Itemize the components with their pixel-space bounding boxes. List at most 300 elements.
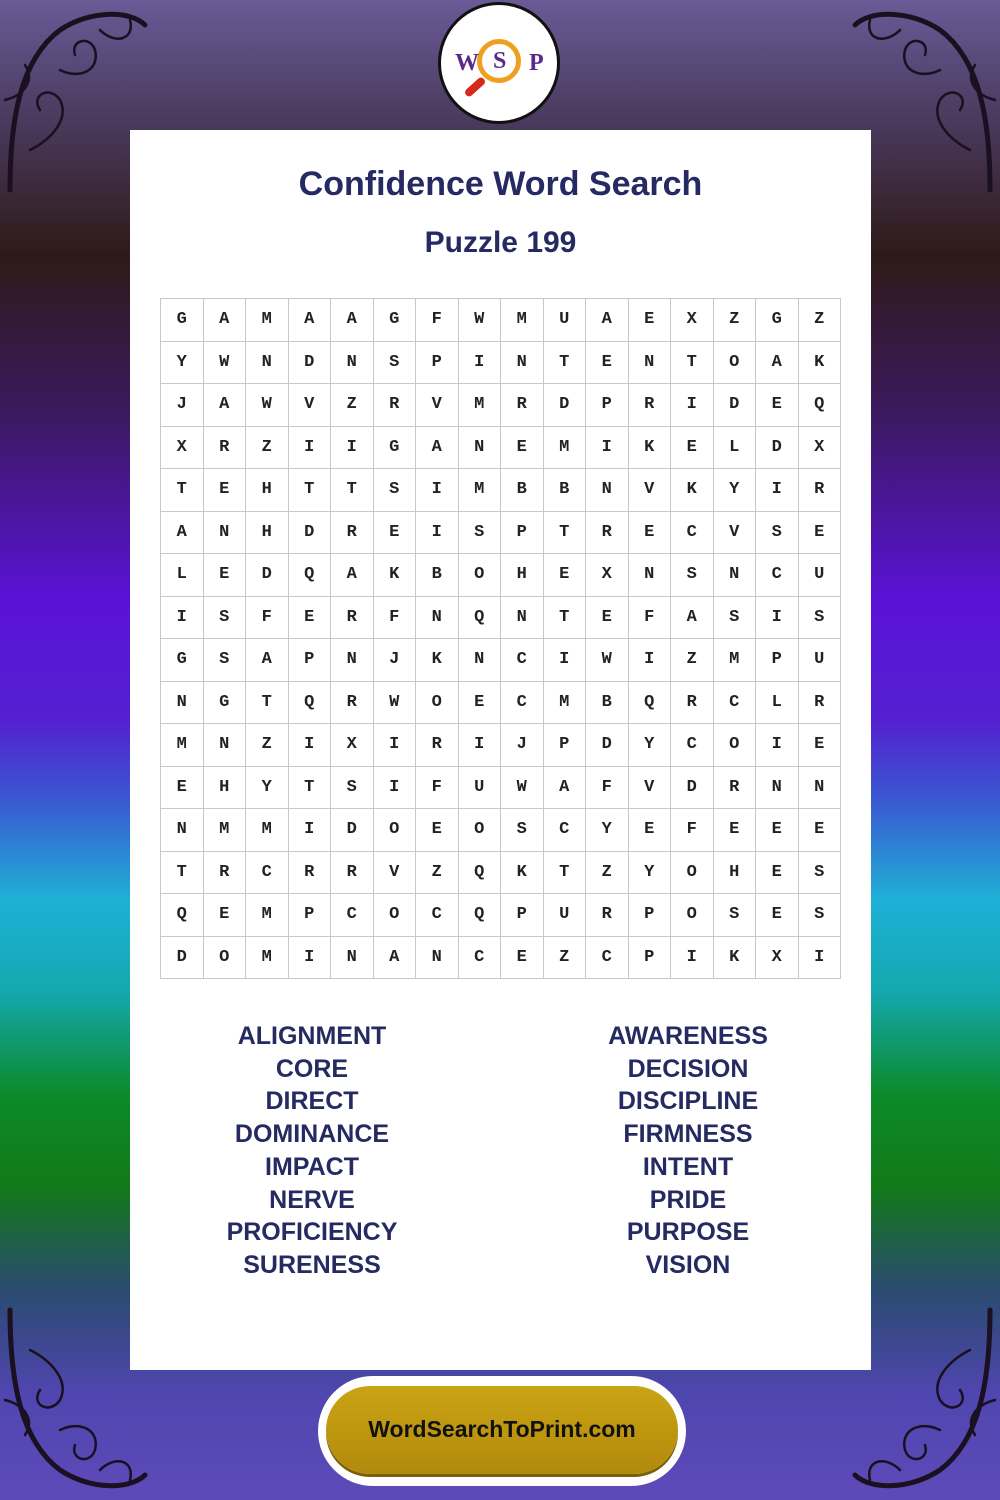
grid-cell[interactable]: N	[458, 639, 501, 682]
grid-cell[interactable]: E	[586, 341, 629, 384]
grid-cell[interactable]: C	[713, 681, 756, 724]
grid-cell[interactable]: A	[203, 384, 246, 427]
grid-cell[interactable]: E	[203, 894, 246, 937]
grid-cell[interactable]: E	[543, 554, 586, 597]
grid-cell[interactable]: D	[543, 384, 586, 427]
grid-cell[interactable]: C	[671, 724, 714, 767]
grid-cell[interactable]: A	[671, 596, 714, 639]
grid-cell[interactable]: Z	[416, 851, 459, 894]
grid-cell[interactable]: P	[288, 894, 331, 937]
grid-cell[interactable]: I	[331, 426, 374, 469]
grid-cell[interactable]: E	[416, 809, 459, 852]
grid-cell[interactable]: Y	[161, 341, 204, 384]
grid-cell[interactable]: N	[628, 341, 671, 384]
grid-cell[interactable]: R	[671, 681, 714, 724]
grid-cell[interactable]: N	[416, 936, 459, 979]
grid-cell[interactable]: N	[331, 639, 374, 682]
grid-row	[161, 469, 841, 512]
grid-cell[interactable]: I	[288, 426, 331, 469]
grid-cell[interactable]: G	[373, 299, 416, 342]
grid-cell[interactable]: N	[203, 511, 246, 554]
grid-cell[interactable]: F	[416, 299, 459, 342]
grid-cell[interactable]: C	[586, 936, 629, 979]
grid-row	[161, 809, 841, 852]
grid-cell[interactable]: T	[671, 341, 714, 384]
grid-cell[interactable]: J	[373, 639, 416, 682]
grid-cell[interactable]: W	[586, 639, 629, 682]
word-list-item: SURENESS	[243, 1250, 381, 1279]
grid-cell[interactable]: O	[373, 809, 416, 852]
grid-cell[interactable]: Y	[713, 469, 756, 512]
grid-cell[interactable]: C	[416, 894, 459, 937]
grid-cell[interactable]: O	[373, 894, 416, 937]
grid-row	[161, 341, 841, 384]
grid-cell[interactable]: L	[161, 554, 204, 597]
grid-cell[interactable]: B	[586, 681, 629, 724]
grid-cell[interactable]: P	[501, 511, 544, 554]
corner-ornament-bottom-left	[0, 1300, 150, 1500]
grid-cell[interactable]: G	[203, 681, 246, 724]
grid-cell[interactable]: G	[756, 299, 799, 342]
grid-row	[161, 894, 841, 937]
grid-cell[interactable]: M	[246, 299, 289, 342]
grid-cell[interactable]: E	[203, 469, 246, 512]
grid-row	[161, 426, 841, 469]
grid-cell[interactable]: I	[416, 511, 459, 554]
grid-cell[interactable]: R	[586, 511, 629, 554]
grid-cell[interactable]: P	[628, 894, 671, 937]
grid-cell[interactable]: V	[288, 384, 331, 427]
grid-cell[interactable]: O	[458, 554, 501, 597]
grid-cell[interactable]: D	[288, 341, 331, 384]
grid-cell[interactable]: D	[586, 724, 629, 767]
grid-cell[interactable]: D	[246, 554, 289, 597]
grid-cell[interactable]: E	[203, 554, 246, 597]
grid-cell[interactable]: U	[543, 299, 586, 342]
grid-cell[interactable]: N	[161, 809, 204, 852]
grid-cell[interactable]: D	[713, 384, 756, 427]
grid-cell[interactable]: I	[798, 936, 841, 979]
grid-cell[interactable]: N	[713, 554, 756, 597]
word-list-item: DIRECT	[265, 1087, 359, 1116]
site-logo[interactable]	[438, 2, 560, 124]
grid-cell[interactable]: X	[798, 426, 841, 469]
word-list-item: NERVE	[269, 1185, 355, 1214]
grid-cell[interactable]: F	[246, 596, 289, 639]
word-list-item: CORE	[275, 1054, 349, 1083]
word-list-item: IMPACT	[265, 1152, 359, 1181]
grid-cell[interactable]: S	[798, 596, 841, 639]
grid-cell[interactable]: M	[246, 936, 289, 979]
grid-cell[interactable]: I	[671, 936, 714, 979]
grid-cell[interactable]: N	[586, 469, 629, 512]
grid-cell[interactable]: R	[586, 894, 629, 937]
logo-letter-p: P	[529, 50, 544, 76]
grid-cell[interactable]: E	[671, 426, 714, 469]
grid-cell[interactable]: E	[161, 766, 204, 809]
grid-cell[interactable]: R	[416, 724, 459, 767]
word-list-item: FIRMNESS	[623, 1120, 753, 1149]
grid-cell[interactable]: U	[543, 894, 586, 937]
word-list-item: AWARENESS	[608, 1022, 768, 1050]
grid-cell[interactable]: S	[373, 469, 416, 512]
grid-cell[interactable]: H	[246, 469, 289, 512]
grid-cell[interactable]: W	[501, 766, 544, 809]
grid-cell[interactable]: R	[288, 851, 331, 894]
grid-cell[interactable]: S	[798, 851, 841, 894]
grid-cell[interactable]: H	[203, 766, 246, 809]
grid-cell[interactable]: Q	[288, 554, 331, 597]
grid-cell[interactable]: N	[416, 596, 459, 639]
grid-cell[interactable]: E	[628, 299, 671, 342]
grid-cell[interactable]: L	[713, 426, 756, 469]
word-list-item: DECISION	[627, 1054, 749, 1083]
grid-cell[interactable]: R	[331, 596, 374, 639]
grid-cell[interactable]: E	[798, 809, 841, 852]
grid-cell[interactable]: J	[161, 384, 204, 427]
grid-cell[interactable]: E	[501, 426, 544, 469]
grid-cell[interactable]: O	[458, 809, 501, 852]
grid-cell[interactable]: M	[246, 894, 289, 937]
grid-row	[161, 681, 841, 724]
grid-cell[interactable]: P	[756, 639, 799, 682]
grid-cell[interactable]: F	[671, 809, 714, 852]
corner-ornament-bottom-right	[850, 1300, 1000, 1500]
grid-cell[interactable]: V	[628, 469, 671, 512]
grid-cell[interactable]: T	[543, 511, 586, 554]
grid-cell[interactable]: Q	[628, 681, 671, 724]
grid-cell[interactable]: X	[756, 936, 799, 979]
grid-cell[interactable]: I	[288, 936, 331, 979]
grid-cell[interactable]: S	[713, 894, 756, 937]
grid-cell[interactable]: K	[628, 426, 671, 469]
grid-cell[interactable]: S	[713, 596, 756, 639]
grid-cell[interactable]: A	[416, 426, 459, 469]
grid-cell[interactable]: J	[501, 724, 544, 767]
grid-cell[interactable]: A	[373, 936, 416, 979]
grid-cell[interactable]: X	[586, 554, 629, 597]
grid-cell[interactable]: X	[671, 299, 714, 342]
grid-cell[interactable]: O	[713, 724, 756, 767]
grid-cell[interactable]: C	[458, 936, 501, 979]
grid-cell[interactable]: E	[628, 809, 671, 852]
grid-cell[interactable]: B	[543, 469, 586, 512]
grid-cell[interactable]: Z	[586, 851, 629, 894]
grid-cell[interactable]: Z	[331, 384, 374, 427]
grid-cell[interactable]: G	[373, 426, 416, 469]
grid-cell[interactable]: G	[161, 299, 204, 342]
grid-cell[interactable]: M	[543, 681, 586, 724]
grid-row	[161, 384, 841, 427]
grid-cell[interactable]: R	[331, 681, 374, 724]
grid-cell[interactable]: T	[543, 341, 586, 384]
grid-cell[interactable]: C	[671, 511, 714, 554]
grid-cell[interactable]: D	[331, 809, 374, 852]
grid-cell[interactable]: M	[543, 426, 586, 469]
grid-cell[interactable]: R	[331, 851, 374, 894]
grid-cell[interactable]: A	[203, 299, 246, 342]
grid-cell[interactable]: O	[416, 681, 459, 724]
word-list-item: ALIGNMENT	[237, 1022, 387, 1050]
grid-cell[interactable]: N	[203, 724, 246, 767]
grid-cell[interactable]: Z	[246, 724, 289, 767]
grid-cell[interactable]: I	[756, 596, 799, 639]
magnifier-handle-icon	[463, 76, 486, 98]
grid-cell[interactable]: N	[628, 554, 671, 597]
grid-cell[interactable]: U	[458, 766, 501, 809]
grid-cell[interactable]: T	[288, 766, 331, 809]
grid-cell[interactable]: A	[331, 554, 374, 597]
grid-cell[interactable]: R	[331, 511, 374, 554]
grid-cell[interactable]: T	[331, 469, 374, 512]
grid-cell[interactable]: V	[416, 384, 459, 427]
grid-cell[interactable]: C	[756, 554, 799, 597]
grid-cell[interactable]: Y	[628, 724, 671, 767]
grid-cell[interactable]: I	[671, 384, 714, 427]
grid-cell[interactable]: S	[798, 894, 841, 937]
site-link-button[interactable]	[326, 1386, 678, 1474]
grid-cell[interactable]: I	[288, 809, 331, 852]
grid-cell[interactable]: E	[756, 894, 799, 937]
grid-cell[interactable]: S	[501, 809, 544, 852]
grid-cell[interactable]: I	[756, 469, 799, 512]
grid-cell[interactable]: Q	[458, 851, 501, 894]
grid-cell[interactable]: L	[756, 681, 799, 724]
grid-cell[interactable]: C	[543, 809, 586, 852]
grid-cell[interactable]: R	[628, 384, 671, 427]
grid-cell[interactable]: I	[628, 639, 671, 682]
grid-cell[interactable]: Q	[458, 894, 501, 937]
grid-cell[interactable]: Z	[713, 299, 756, 342]
grid-cell[interactable]: P	[586, 384, 629, 427]
grid-cell[interactable]: Q	[798, 384, 841, 427]
grid-cell[interactable]: E	[501, 936, 544, 979]
grid-cell[interactable]: Z	[543, 936, 586, 979]
grid-cell[interactable]: N	[458, 426, 501, 469]
grid-row	[161, 851, 841, 894]
grid-cell[interactable]: P	[501, 894, 544, 937]
grid-cell[interactable]: V	[373, 851, 416, 894]
grid-cell[interactable]: I	[586, 426, 629, 469]
grid-cell[interactable]: Z	[246, 426, 289, 469]
word-list-item: PRIDE	[649, 1185, 727, 1214]
grid-cell[interactable]: G	[161, 639, 204, 682]
grid-cell[interactable]: N	[501, 596, 544, 639]
grid-cell[interactable]: M	[501, 299, 544, 342]
grid-cell[interactable]: M	[458, 469, 501, 512]
grid-cell[interactable]: A	[331, 299, 374, 342]
grid-cell[interactable]: X	[331, 724, 374, 767]
corner-ornament-top-left	[0, 0, 150, 200]
grid-cell[interactable]: E	[798, 724, 841, 767]
grid-cell[interactable]: S	[203, 639, 246, 682]
grid-cell[interactable]: A	[246, 639, 289, 682]
grid-cell[interactable]: D	[288, 511, 331, 554]
grid-cell[interactable]: Z	[798, 299, 841, 342]
word-list-item: DISCIPLINE	[617, 1087, 759, 1116]
grid-cell[interactable]: W	[246, 384, 289, 427]
grid-cell[interactable]: P	[543, 724, 586, 767]
grid-cell[interactable]: R	[373, 384, 416, 427]
grid-cell[interactable]: I	[458, 341, 501, 384]
grid-cell[interactable]: D	[161, 936, 204, 979]
grid-cell[interactable]: E	[586, 596, 629, 639]
grid-cell[interactable]: R	[798, 469, 841, 512]
grid-cell[interactable]: R	[713, 766, 756, 809]
grid-cell[interactable]: V	[713, 511, 756, 554]
grid-cell[interactable]: O	[671, 851, 714, 894]
grid-cell[interactable]: D	[756, 426, 799, 469]
grid-cell[interactable]: K	[416, 639, 459, 682]
grid-cell[interactable]: W	[203, 341, 246, 384]
grid-cell[interactable]: E	[756, 851, 799, 894]
grid-cell[interactable]: A	[161, 511, 204, 554]
grid-cell[interactable]: N	[798, 766, 841, 809]
grid-cell[interactable]: A	[543, 766, 586, 809]
word-list-item: PROFICIENCY	[226, 1218, 398, 1247]
grid-cell[interactable]: K	[501, 851, 544, 894]
grid-cell[interactable]: S	[458, 511, 501, 554]
grid-cell[interactable]: N	[331, 936, 374, 979]
grid-cell[interactable]: A	[586, 299, 629, 342]
grid-row	[161, 511, 841, 554]
site-banner	[318, 1376, 686, 1486]
grid-cell[interactable]: T	[161, 851, 204, 894]
grid-cell[interactable]: N	[246, 341, 289, 384]
grid-cell[interactable]: K	[713, 936, 756, 979]
grid-cell[interactable]: H	[713, 851, 756, 894]
grid-row	[161, 639, 841, 682]
word-list-item: DOMINANCE	[234, 1120, 390, 1149]
grid-cell[interactable]: A	[288, 299, 331, 342]
grid-cell[interactable]: W	[458, 299, 501, 342]
grid-cell[interactable]: F	[416, 766, 459, 809]
grid-cell[interactable]: Y	[586, 809, 629, 852]
grid-cell[interactable]: B	[416, 554, 459, 597]
grid-cell[interactable]: N	[161, 681, 204, 724]
grid-cell[interactable]: D	[671, 766, 714, 809]
grid-cell[interactable]: U	[798, 639, 841, 682]
grid-cell[interactable]: E	[373, 511, 416, 554]
grid-cell[interactable]: R	[203, 426, 246, 469]
grid-cell[interactable]: V	[628, 766, 671, 809]
grid-cell[interactable]: S	[203, 596, 246, 639]
grid-cell[interactable]: E	[756, 384, 799, 427]
grid-cell[interactable]: H	[501, 554, 544, 597]
grid-cell[interactable]: I	[458, 724, 501, 767]
word-list-item: PURPOSE	[626, 1218, 750, 1247]
grid-cell[interactable]: N	[331, 341, 374, 384]
grid-cell[interactable]: Y	[628, 851, 671, 894]
grid-cell[interactable]: C	[331, 894, 374, 937]
grid-cell[interactable]: T	[543, 596, 586, 639]
grid-cell[interactable]: M	[713, 639, 756, 682]
word-list-item: VISION	[645, 1250, 731, 1279]
corner-ornament-top-right	[850, 0, 1000, 200]
grid-cell[interactable]: F	[586, 766, 629, 809]
grid-cell[interactable]: E	[756, 809, 799, 852]
grid-cell[interactable]: O	[713, 341, 756, 384]
grid-cell[interactable]: T	[288, 469, 331, 512]
logo-letter-w: W	[455, 50, 479, 76]
grid-cell[interactable]: C	[501, 639, 544, 682]
grid-cell[interactable]: Z	[671, 639, 714, 682]
grid-cell[interactable]: S	[331, 766, 374, 809]
grid-cell[interactable]: H	[246, 511, 289, 554]
grid-cell[interactable]: F	[628, 596, 671, 639]
grid-cell[interactable]: E	[628, 511, 671, 554]
grid-cell[interactable]: S	[373, 341, 416, 384]
grid-cell[interactable]: A	[756, 341, 799, 384]
grid-cell[interactable]: P	[288, 639, 331, 682]
grid-row	[161, 299, 841, 342]
grid-cell[interactable]: M	[161, 724, 204, 767]
grid-cell[interactable]: M	[246, 809, 289, 852]
grid-cell[interactable]: P	[628, 936, 671, 979]
word-list-left	[147, 1020, 477, 1282]
grid-row	[161, 724, 841, 767]
site-link-label: WordSearchToPrint.com	[368, 1416, 636, 1442]
grid-cell[interactable]: K	[671, 469, 714, 512]
grid-cell[interactable]: T	[161, 469, 204, 512]
puzzle-card	[130, 130, 871, 1370]
grid-cell[interactable]: O	[671, 894, 714, 937]
grid-cell[interactable]: F	[373, 596, 416, 639]
grid-cell[interactable]: R	[798, 681, 841, 724]
grid-cell[interactable]: M	[458, 384, 501, 427]
grid-cell[interactable]: S	[756, 511, 799, 554]
grid-cell[interactable]: Q	[161, 894, 204, 937]
grid-cell[interactable]: B	[501, 469, 544, 512]
grid-cell[interactable]: T	[543, 851, 586, 894]
grid-cell[interactable]: C	[246, 851, 289, 894]
grid-cell[interactable]: Q	[458, 596, 501, 639]
grid-cell[interactable]: K	[373, 554, 416, 597]
puzzle-title: Confidence Word Search	[298, 165, 703, 203]
grid-cell[interactable]: N	[501, 341, 544, 384]
grid-cell[interactable]: T	[246, 681, 289, 724]
grid-cell[interactable]: E	[713, 809, 756, 852]
word-list-right	[523, 1020, 853, 1282]
grid-cell[interactable]: R	[203, 851, 246, 894]
grid-cell[interactable]: Q	[288, 681, 331, 724]
grid-cell[interactable]: I	[543, 639, 586, 682]
grid-cell[interactable]: K	[798, 341, 841, 384]
grid-cell[interactable]: R	[501, 384, 544, 427]
grid-cell[interactable]: I	[373, 724, 416, 767]
grid-cell[interactable]: N	[756, 766, 799, 809]
grid-cell[interactable]: E	[288, 596, 331, 639]
grid-cell[interactable]: M	[203, 809, 246, 852]
grid-row	[161, 596, 841, 639]
grid-cell[interactable]: I	[416, 469, 459, 512]
grid-cell[interactable]: I	[756, 724, 799, 767]
grid-cell[interactable]: I	[161, 596, 204, 639]
grid-cell[interactable]: C	[501, 681, 544, 724]
grid-cell[interactable]: I	[373, 766, 416, 809]
grid-cell[interactable]: O	[203, 936, 246, 979]
grid-cell[interactable]: E	[458, 681, 501, 724]
grid-cell[interactable]: U	[798, 554, 841, 597]
grid-cell[interactable]: E	[798, 511, 841, 554]
grid-cell[interactable]: X	[161, 426, 204, 469]
grid-cell[interactable]: W	[373, 681, 416, 724]
grid-cell[interactable]: I	[288, 724, 331, 767]
grid-cell[interactable]: S	[671, 554, 714, 597]
grid-cell[interactable]: P	[416, 341, 459, 384]
logo-letter-s: S	[493, 48, 507, 74]
grid-cell[interactable]: Y	[246, 766, 289, 809]
